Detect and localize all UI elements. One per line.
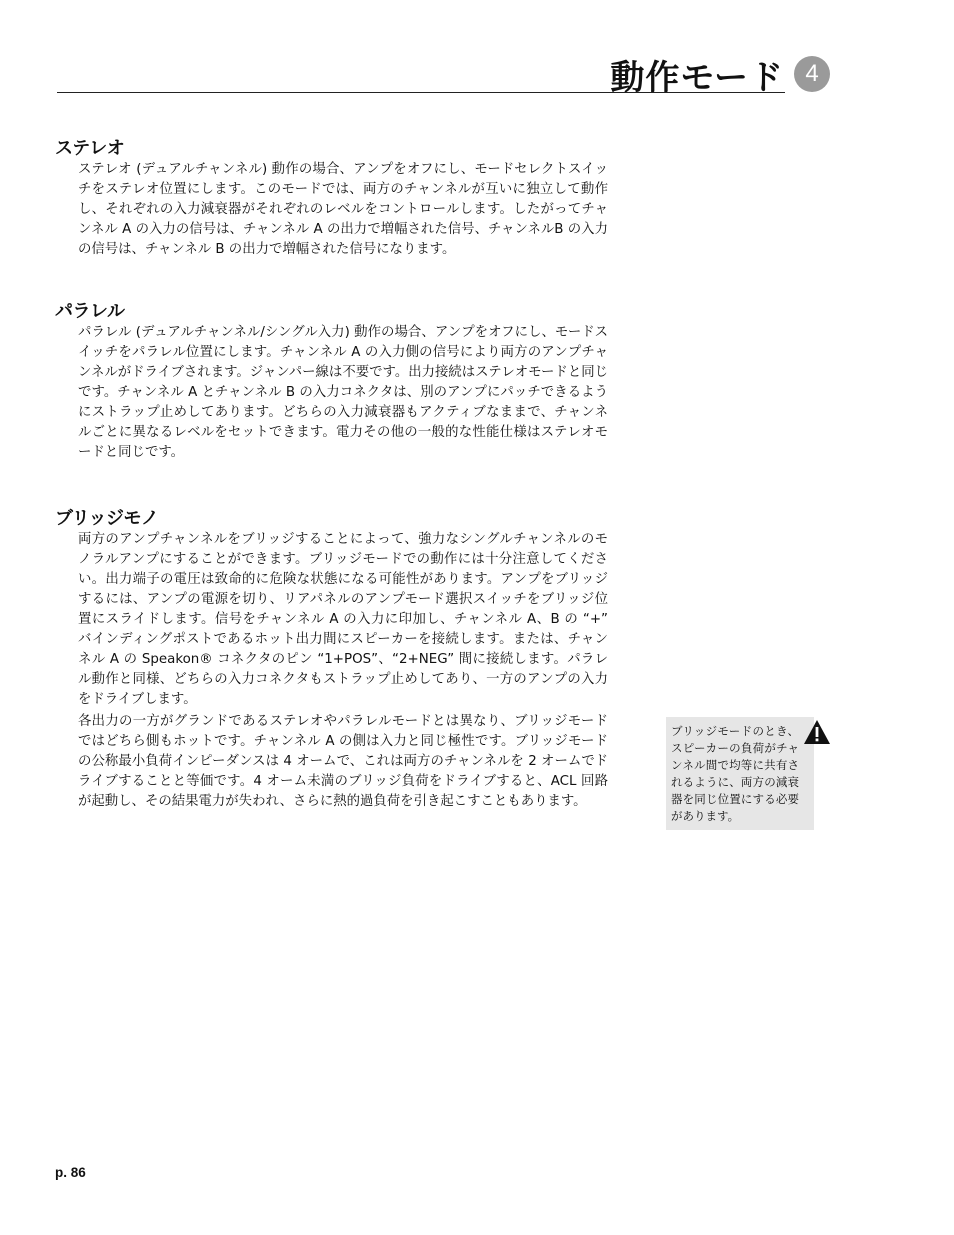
section-heading-parallel: パラレル — [55, 301, 125, 322]
section-heading-stereo: ステレオ — [55, 138, 125, 159]
section-heading-bridge-mono: ブリッジモノ — [55, 508, 159, 529]
chapter-number-badge: 4 — [794, 56, 830, 92]
section-body-bridge-mono-1: 両方のアンプチャンネルをブリッジすることによって、強力なシングルチャンネルのモノラルアンプにすることができます。ブリッジモードでの動作には十分注意してください。出力端子の電圧は致命的に危険な状態になる可能性があります。アンプをブリッジするには、アンプの電源を切り、リアパネルのアンプモード選択スイッチをブリッジ位置にスライドします。信号をチャンネル A の入力に印加し、チャンネル A、B の “+” バインディングポストであるホット出力間にスピーカーを接続します。または、チャンネル A の Speakon® コネクタのピン “1+POS”、“2+NEG” 間に接続します。パラレル動作と同様、どちらの入力コネクタもストラップ止めしてあり、一方のアンプの入力をドライブします。 — [78, 532, 608, 707]
sidebar-note-text: ブリッジモードのとき、スピーカーの負荷がチャンネル間で均等に共有されるように、両方の減衰器を同じ位置にする必要があります。 — [671, 724, 799, 823]
page-number: p. 86 — [55, 1165, 86, 1180]
header-divider — [57, 92, 785, 93]
warning-icon — [803, 719, 831, 745]
page-title: 動作モード — [610, 58, 784, 98]
section-body-bridge-mono-2: 各出力の一方がグランドであるステレオやパラレルモードとは異なり、ブリッジモードではどちら側もホットです。チャンネル A の側は入力と同じ極性です。ブリッジモードの公称最小負荷インピーダンスは 4 オームで、これは両方のチャンネルを 2 オームでドライブすることと等価です。4 オーム未満のブリッジ負荷をドライブすると、ACL 回路が起動し、その結果電力が失われ、さらに熱的過負荷を引き起こすこともあります。 — [78, 714, 608, 809]
section-body-parallel: パラレル (デュアルチャンネル/シングル入力) 動作の場合、アンプをオフにし、モードスイッチをパラレル位置にします。チャンネル A の入力側の信号により両方のアンプチャンネルがドライブされます。ジャンパー線は不要です。出力接続はステレオモードと同じです。チャンネル A とチャンネル B の入力コネクタは、別のアンプにパッチできるようにストラップ止めしてあります。どちらの入力減衰器もアクティブなままで、チャンネルごとに異なるレベルをセットできます。電力その他の一般的な性能仕様はステレオモードと同じです。 — [78, 325, 608, 460]
section-body-stereo: ステレオ (デュアルチャンネル) 動作の場合、アンプをオフにし、モードセレクトスイッチをステレオ位置にします。このモードでは、両方のチャンネルが互いに独立して動作し、それぞれの入力減衰器がそれぞれのレベルをコントロールします。したがってチャンネル A の入力の信号は、チャンネル A の出力で増幅された信号、チャンネルB の入力の信号は、チャンネル B の出力で増幅された信号になります。 — [78, 162, 608, 257]
